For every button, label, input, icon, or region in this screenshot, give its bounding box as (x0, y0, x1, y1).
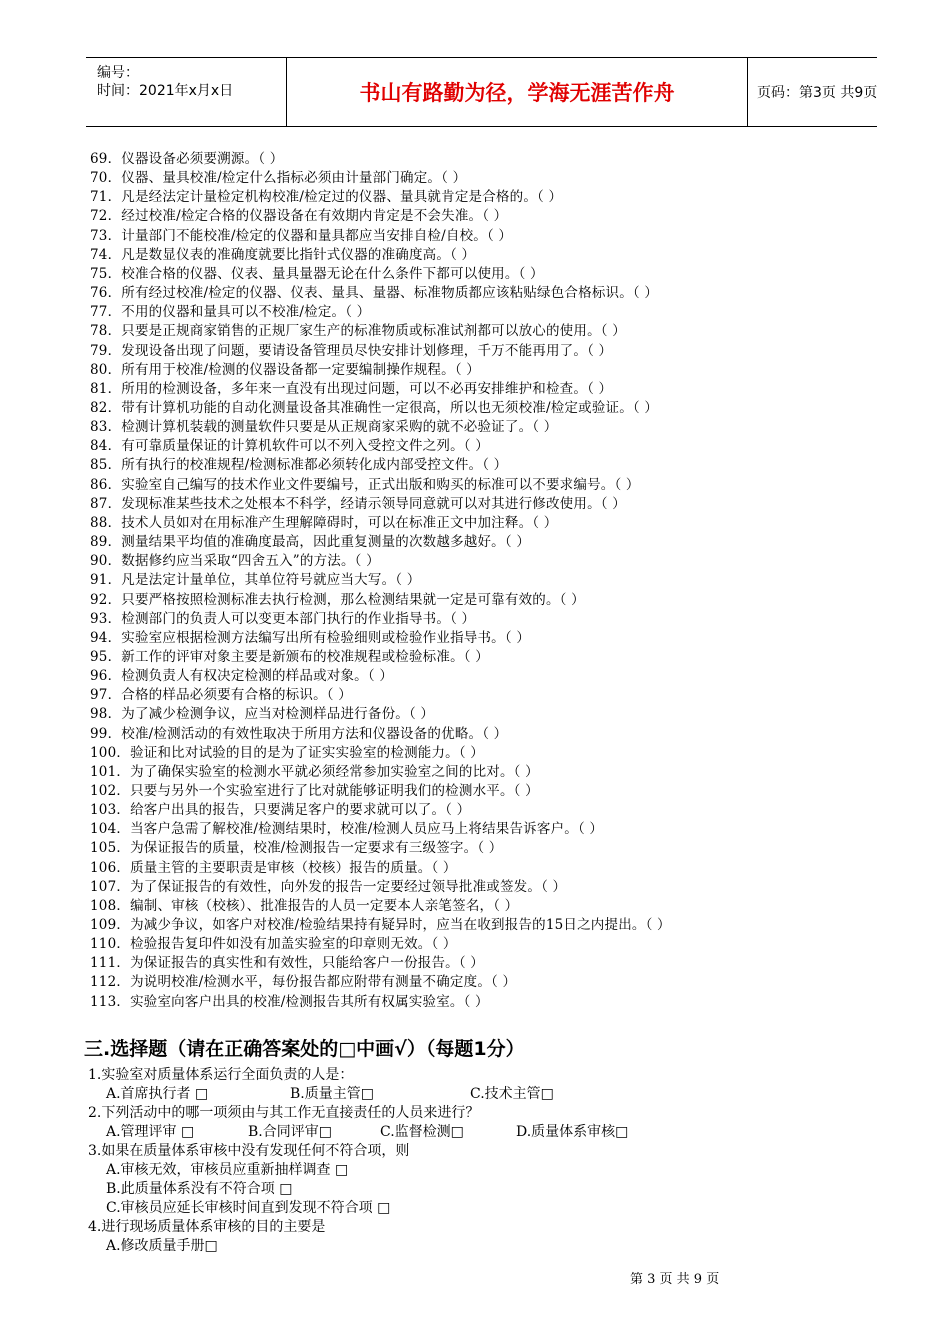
mcq-question-1: 1.实验室对质量体系运行全面负责的人是： (88, 1067, 354, 1083)
mcq-question-2: 2.下列活动中的哪一项须由与其工作无直接责任的人员来进行？ (88, 1105, 480, 1121)
question-item: 72．经过校准/检定合格的仪器设备在有效期内肯定是不会失准。（ ） (90, 208, 508, 225)
question-item: 104．当客户急需了解校准/检测结果时，校准/检测人员应马上将结果告诉客户。（ ） (90, 821, 604, 838)
number-label: 编号： (97, 65, 139, 81)
section-title: 三.选择题（请在正确答案处的□中画√）（每题1分） (84, 1038, 525, 1060)
mcq-question-4: 4.进行现场质量体系审核的目的主要是 (88, 1219, 326, 1235)
question-item: 106．质量主管的主要职责是审核（校核）报告的质量。（ ） (90, 859, 457, 876)
question-item: 74．凡是数显仪表的准确度就要比指针式仪器的准确度高。（ ） (90, 246, 476, 263)
mcq-3-option-a[interactable]: A.审核无效，审核员应重新抽样调查 □ (106, 1162, 349, 1178)
question-item: 108．编制、审核（校核）、批准报告的人员一定要本人亲笔签名，（ ） (90, 897, 519, 914)
page-footer: 第 3 页 共 9 页 (630, 1272, 720, 1287)
question-item: 73．计量部门不能校准/检定的仪器和量具都应当安排自检/自校。（ ） (90, 227, 513, 244)
question-item: 101．为了确保实验室的检测水平就必须经常参加实验室之间的比对。（ ） (90, 763, 539, 780)
question-item: 102．只要与另外一个实验室进行了比对就能够证明我们的检测水平。（ ） (90, 782, 539, 799)
question-item: 99．校准/检测活动的有效性取决于所用方法和仪器设备的优略。（ ） (90, 725, 508, 742)
header-meta (86, 58, 286, 126)
question-item: 78．只要是正规商家销售的正规厂家生产的标准物质或标准试剂都可以放心的使用。（ ） (90, 323, 626, 340)
question-item: 111．为保证报告的真实性和有效性，只能给客户一份报告。（ ） (90, 955, 485, 972)
question-item: 80．所有用于校准/检测的仪器设备都一定要编制操作规程。（ ） (90, 361, 480, 378)
question-item: 79．发现设备出现了问题，要请设备管理员尽快安排计划修理，千万不能再用了。（ ） (90, 342, 613, 359)
question-item: 75．校准合格的仪器、仪表、量具量器无论在什么条件下都可以使用。（ ） (90, 265, 544, 282)
question-item: 95．新工作的评审对象主要是新颁布的校准规程或检验标准。（ ） (90, 648, 489, 665)
question-item: 71．凡是经法定计量检定机构校准/检定过的仪器、量具就肯定是合格的。（ ） (90, 189, 563, 206)
question-item: 90．数据修约应当采取“四舍五入”的方法。（ ） (90, 553, 380, 570)
mcq-4-option-a[interactable]: A.修改质量手册□ (106, 1238, 218, 1254)
question-item: 86．实验室自己编写的技术作业文件要编号，正式出版和购买的标准可以不要求编号。（ ） (90, 476, 640, 493)
question-item: 97．合格的样品必须要有合格的标识。（ ） (90, 687, 352, 704)
question-item: 81．所用的检测设备，多年来一直没有出现过问题，可以不必再安排维护和检查。（ ） (90, 380, 613, 397)
question-item: 91．凡是法定计量单位，其单位符号就应当大写。（ ） (90, 572, 421, 589)
mcq-2-option-c[interactable]: C.监督检测□ (380, 1124, 464, 1140)
question-item: 112．为说明校准/检测水平，每份报告都应附带有测量不确定度。（ ） (90, 974, 517, 991)
mcq-question-3: 3.如果在质量体系审核中没有发现任何不符合项，则 (88, 1143, 410, 1159)
mcq-2-option-d[interactable]: D.质量体系审核□ (516, 1124, 629, 1140)
question-item: 88．技术人员如对在用标准产生理解障碍时，可以在标准正文中加注释。（ ） (90, 514, 558, 531)
question-item: 83．检测计算机装载的测量软件只要是从正规商家采购的就不必验证了。（ ） (90, 419, 558, 436)
question-item: 87．发现标准某些技术之处根本不科学，经请示领导同意就可以对其进行修改使用。（ ） (90, 495, 626, 512)
page-header (86, 57, 877, 127)
mcq-1-option-a[interactable]: A.首席执行者 □ (106, 1086, 209, 1102)
question-item: 103．给客户出具的报告，只要满足客户的要求就可以了。（ ） (90, 802, 471, 819)
question-item: 107．为了保证报告的有效性，向外发的报告一定要经过领导批准或签发。（ ） (90, 878, 567, 895)
question-item: 82．带有计算机功能的自动化测量设备其准确性一定很高，所以也无须校准/检定或验证。（ ） (90, 399, 659, 416)
header-page-info: 页码：第3页 共9页 (757, 85, 878, 101)
question-item: 93．检测部门的负责人可以变更本部门执行的作业指导书。（ ） (90, 610, 476, 627)
question-item: 92．只要严格按照检测标准去执行检测，那么检测结果就一定是可靠有效的。（ ） (90, 591, 585, 608)
mcq-2-option-a[interactable]: A.管理评审 □ (106, 1124, 195, 1140)
question-item: 109．为减少争议，如客户对校准/检验结果持有疑异时，应当在收到报告的15日之内提出。（ ） (90, 917, 671, 933)
question-item: 77．不用的仪器和量具可以不校准/检定。（ ） (90, 304, 371, 321)
question-item: 105．为保证报告的质量，校准/检测报告一定要求有三级签字。（ ） (90, 840, 503, 857)
question-item: 98．为了减少检测争议，应当对检测样品进行备份。（ ） (90, 706, 435, 723)
mcq-2-option-b[interactable]: B.合同评审□ (248, 1124, 332, 1140)
question-item: 100．验证和比对试验的目的是为了证实实验室的检测能力。（ ） (90, 744, 485, 761)
question-item: 96．检测负责人有权决定检测的样品或对象。（ ） (90, 668, 394, 684)
question-item: 94．实验室应根据检测方法编写出所有检验细则或检验作业指导书。（ ） (90, 629, 531, 646)
mcq-3-option-b[interactable]: B.此质量体系没有不符合项 □ (106, 1181, 293, 1197)
question-item: 70．仪器、量具校准/检定什么指标必须由计量部门确定。（ ） (90, 170, 467, 187)
question-item: 110．检验报告复印件如没有加盖实验室的印章则无效。（ ） (90, 936, 457, 953)
header-motto: 书山有路勤为径，学海无涯苦作舟 (286, 58, 748, 126)
question-item: 84．有可靠质量保证的计算机软件可以不列入受控文件之列。（ ） (90, 438, 489, 455)
mcq-1-option-b[interactable]: B.质量主管□ (290, 1086, 374, 1102)
question-item: 113．实验室向客户出具的校准/检测报告其所有权属实验室。（ ） (90, 993, 489, 1010)
question-item: 85．所有执行的校准规程/检测标准都必须转化成内部受控文件。（ ） (90, 457, 508, 474)
question-item: 76．所有经过校准/检定的仪器、仪表、量具、量器、标准物质都应该粘贴绿色合格标识。（ ） (90, 285, 659, 301)
question-item: 69．仪器设备必须要溯源。（ ） (90, 151, 284, 167)
date-label: 时间：2021年x月x日 (97, 83, 234, 99)
mcq-3-option-c[interactable]: C.审核员应延长审核时间直到发现不符合项 □ (106, 1200, 391, 1216)
mcq-1-option-c[interactable]: C.技术主管□ (470, 1086, 554, 1102)
question-item: 89．测量结果平均值的准确度最高，因此重复测量的次数越多越好。（ ） (90, 534, 531, 550)
